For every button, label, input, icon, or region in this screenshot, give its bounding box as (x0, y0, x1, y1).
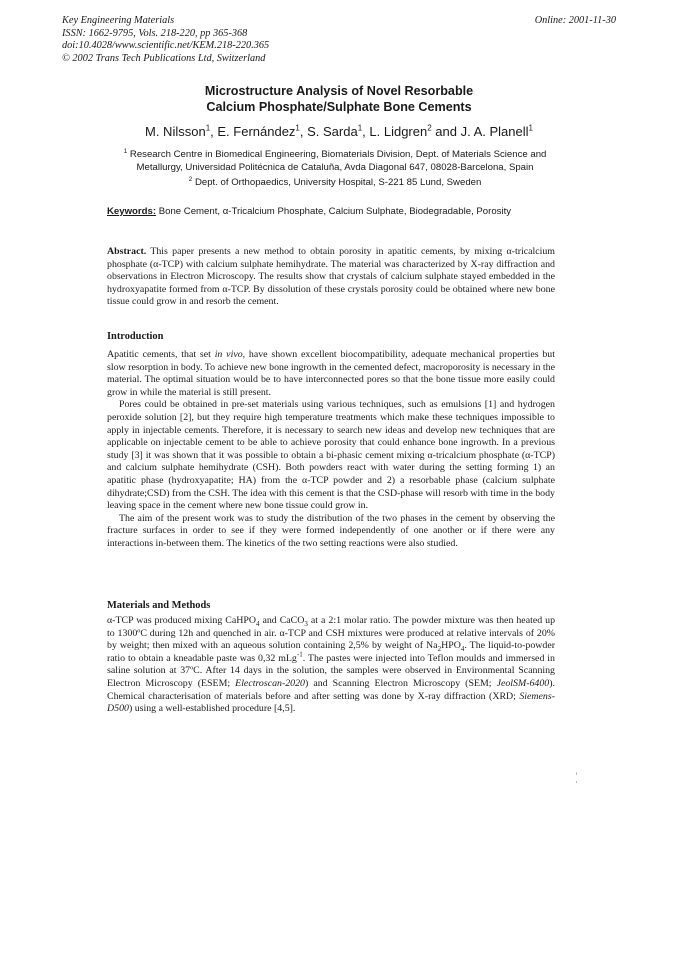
text-run: α-TCP was produced mixing CaHPO (107, 615, 256, 626)
author-affiliation-mark: 1 (295, 123, 300, 133)
section-heading-introduction: Introduction (107, 331, 164, 342)
paragraph (107, 349, 555, 399)
author-name: J. A. Planell (460, 124, 529, 139)
doi-line: doi:10.4028/www.scientific.net/KEM.218-220.365 (62, 40, 270, 52)
paper-title (0, 84, 678, 115)
text-run: at a 2:1 molar ratio. The powder mixture was then heated up to 1300ºC during 12h and quenched in air. α-TCP and CSH mixtures were produced at relative intervals of 20% by weight; then mixed with an aqueous solution containing 2,5% by weight of Na (107, 615, 556, 652)
text-run: Apatitic cements, that set (107, 349, 215, 360)
text-run: , have shown excellent biocompatibility, adequate mechanical properties but slow resorption in body. To achieve new bone ingrowth in the cemented defect, macroporosity is necessary in the material. The optimal situation would be to have interconnected pores so that the bone tissue more easily could grow in while the material is still present. (107, 349, 555, 398)
paragraph (107, 615, 555, 716)
title-line-2: Calcium Phosphate/Sulphate Bone Cements (206, 99, 472, 114)
emphasis: Siemens-D500 (107, 690, 555, 715)
author-affiliation-mark: 2 (427, 123, 432, 133)
journal-header (62, 15, 269, 65)
text-run: . The liquid-to-powder ratio to obtain a kneadable paste was 0,32 mLg (107, 640, 555, 664)
online-date: Online: 2001-11-30 (534, 15, 616, 26)
author-name: E. Fernández (217, 124, 296, 139)
methods-body (107, 615, 555, 716)
abstract-text: This paper presents a new method to obtain porosity in apatitic cements, by mixing α-tricalcium phosphate (α-TCP) with calcium sulphate hemihydrate. The material was characterized by X-ray diffraction and observations in Electron Microscopy. The results show that crystals of calcium sulphate stayed embedded in the hydroxyapatite formed from α-TCP. By dissolution of these crystals porosity could be obtained where new bone tissue could grow in and resorb the cement. (107, 246, 555, 308)
affiliation-text: Dept. of Orthopaedics, University Hospital, S-221 85 Lund, Sweden (194, 177, 482, 188)
subscript: 4 (255, 619, 260, 628)
keywords (107, 206, 511, 217)
text-run: . The pastes were injected into Teflon moulds and immersed in saline solution at 37ºC. After 14 days in the solution, the samples were observed in Environmental Scanning Electron Microscopy (ESEM; (107, 652, 555, 689)
copyright-line: © 2002 Trans Tech Publications Ltd, Switzerland (62, 52, 266, 64)
keywords-label: Keywords: (107, 206, 157, 217)
superscript: -1 (296, 650, 303, 659)
issn-line: ISSN: 1662-9795, Vols. 218-220, pp 365-368 (62, 27, 248, 39)
text-run: HPO (441, 640, 461, 652)
text-run: ) and Scanning Electron Microscopy (SEM; (305, 677, 497, 689)
paragraph: The aim of the present work was to study the distribution of the two phases in the cement by observing the fracture surfaces in order to see if they were formed independently of one another or if there were any interactions in-between them. The kinetics of the two setting reactions were also studied. (107, 512, 555, 549)
introduction-body (107, 349, 555, 551)
affiliation-mark: 2 (188, 175, 193, 183)
affiliation-mark: 1 (123, 147, 128, 155)
author-name: S. Sarda (307, 124, 358, 139)
affiliation-1 (100, 149, 570, 174)
author-affiliation-mark: 1 (528, 123, 533, 133)
affiliation-2 (100, 177, 570, 190)
emphasis: in vivo (214, 349, 243, 360)
affiliation-text: Research Centre in Biomedical Engineering, Biomaterials Division, Dept. of Materials Science and Metallurgy, Universidad Politécnica de Cataluña, Avda Diagonal 647, 08028-Barcelona, Spain (129, 149, 547, 173)
keywords-text: Bone Cement, α-Tricalcium Phosphate, Calcium Sulphate, Biodegradable, Porosity (158, 206, 512, 217)
author-list: M. Nilsson$^1$, E. Fernández$^1$, S. Sarda$^1$, L. Lidgren$^2$ and J. A. Planell$^1$ (145, 123, 533, 139)
subscript: 4 (460, 645, 465, 654)
paragraph: Pores could be obtained in pre-set materials using various techniques, such as emulsions [1] and hydrogen peroxide solution [2], but they require high temperature treatments which make these techniques impossible to apply in injectable cements. Therefore, it is necessary to search new ideas and develop new techniques that are applicable on injectable cement to be able to achieve porosity that could enhance bone ingrowth. In a previous study [3] it was shown that it was possible to obtain a bi-phasic cement mixing α-tricalcium phosphate (α-TCP) and calcium sulphate hemihydrate (CSH). Both powders react with water during the setting forming 1) an apatitic phase (hydroxyapatite; HA) from the α-TCP powder and 2) a resorbable phase (calcium sulphate dihydrate;CSD) from the CSH. The idea with this cement is that the CSD-phase will resorb with time in the body leaving space in the cement where new bone tissue could grow in. (107, 399, 555, 512)
journal-name: Key Engineering Materials (62, 15, 175, 26)
text-run: ). Chemical characterisation of materials before and after setting was done by X-ray diffraction (XRD; (107, 677, 555, 702)
author-name: M. Nilsson (145, 124, 206, 139)
abstract (107, 246, 555, 309)
section-heading-methods: Materials and Methods (107, 600, 211, 611)
author-affiliation-mark: 1 (205, 123, 211, 133)
scan-artifact (576, 781, 577, 783)
emphasis: Electroscan-2020 (235, 677, 305, 689)
scan-artifact (576, 772, 577, 775)
subscript: 2 (437, 645, 442, 654)
author-name: L. Lidgren (369, 124, 428, 139)
abstract-label: Abstract. (107, 246, 147, 257)
text-run: ) using a well-established procedure [4,5]. (128, 703, 296, 715)
title-line-1: Microstructure Analysis of Novel Resorbable (204, 84, 474, 98)
subscript: 3 (304, 619, 308, 628)
text-run: and CaCO (259, 615, 305, 626)
author-affiliation-mark: 1 (357, 123, 363, 133)
emphasis: JeolSM-6400 (496, 677, 550, 689)
